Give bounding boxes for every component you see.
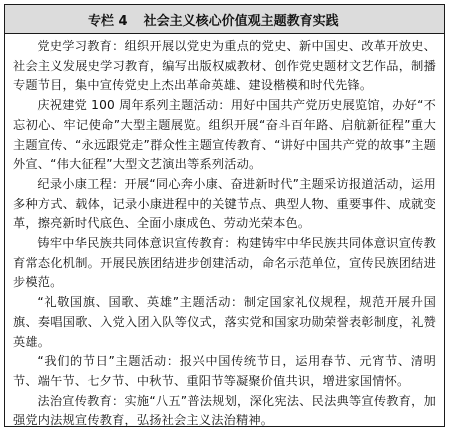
paragraph-national-unity-education: 铸牢中华民族共同体意识宣传教育：构建铸牢中华民族共同体意识宣传教育常态化机制。开展民族团结进步创建活动，命名示范单位，宣传民族团结进步模范。 bbox=[13, 236, 436, 290]
box-content bbox=[5, 34, 444, 431]
paragraph-our-festivals: “我们的节日”主题活动：报兴中国传统节日，运用春节、元宵节、清明节、端午节、七夕节、中秋节、重阳节等凝聚价值共识，增进家国情怀。 bbox=[13, 354, 436, 388]
paragraph-centenary-activities: 庆祝建党 100 周年系列主题活动：用好中国共产党历史展览馆，办好“不忘初心、牢记使命”大型主题展览。组织开展“奋斗百年路、启航新征程”重大主题宣传、“永远跟党走”群众性主题宣传教育、“讲好中国共产党的故事”主题外宣、“伟大征程”大型文艺演出等系列活动。 bbox=[13, 98, 436, 172]
paragraph-party-history-education: 党史学习教育：组织开展以党史为重点的党史、新中国史、改革开放史、社会主义发展史学习教育，编写出版权威教材、创作党史题材文艺作品，制播专题节目，集中宣传党史上杰出革命英雄、建设楷模和时代先锋。 bbox=[13, 39, 436, 93]
paragraph-legal-education: 法治宣传教育：实施“八五”普法规划，深化宪法、民法典等宣传教育，加强党内法规宣传教育，弘扬社会主义法治精神。 bbox=[13, 393, 436, 428]
paragraph-flag-anthem-heroes: “礼敬国旗、国歌、英雄”主题活动：制定国家礼仪规程，规范开展升国旗、奏唱国歌、入党入团入队等仪式，落实党和国家功勋荣誉表彰制度，礼赞英雄。 bbox=[13, 295, 436, 349]
box-title: 社会主义核心价值观主题教育实践 bbox=[143, 13, 339, 29]
box-tag: 专栏 4 bbox=[88, 13, 128, 29]
special-column-box bbox=[4, 4, 445, 427]
box-header bbox=[5, 5, 444, 34]
paragraph-xiaokang-record: 纪录小康工程：开展“同心奔小康、奋进新时代”主题采访报道活动，运用多种方式、载体，记录小康进程中的关键节点、典型人物、重要事件、成就变革，擦亮新时代底色、全面小康成色、劳动光荣本色。 bbox=[13, 176, 436, 231]
